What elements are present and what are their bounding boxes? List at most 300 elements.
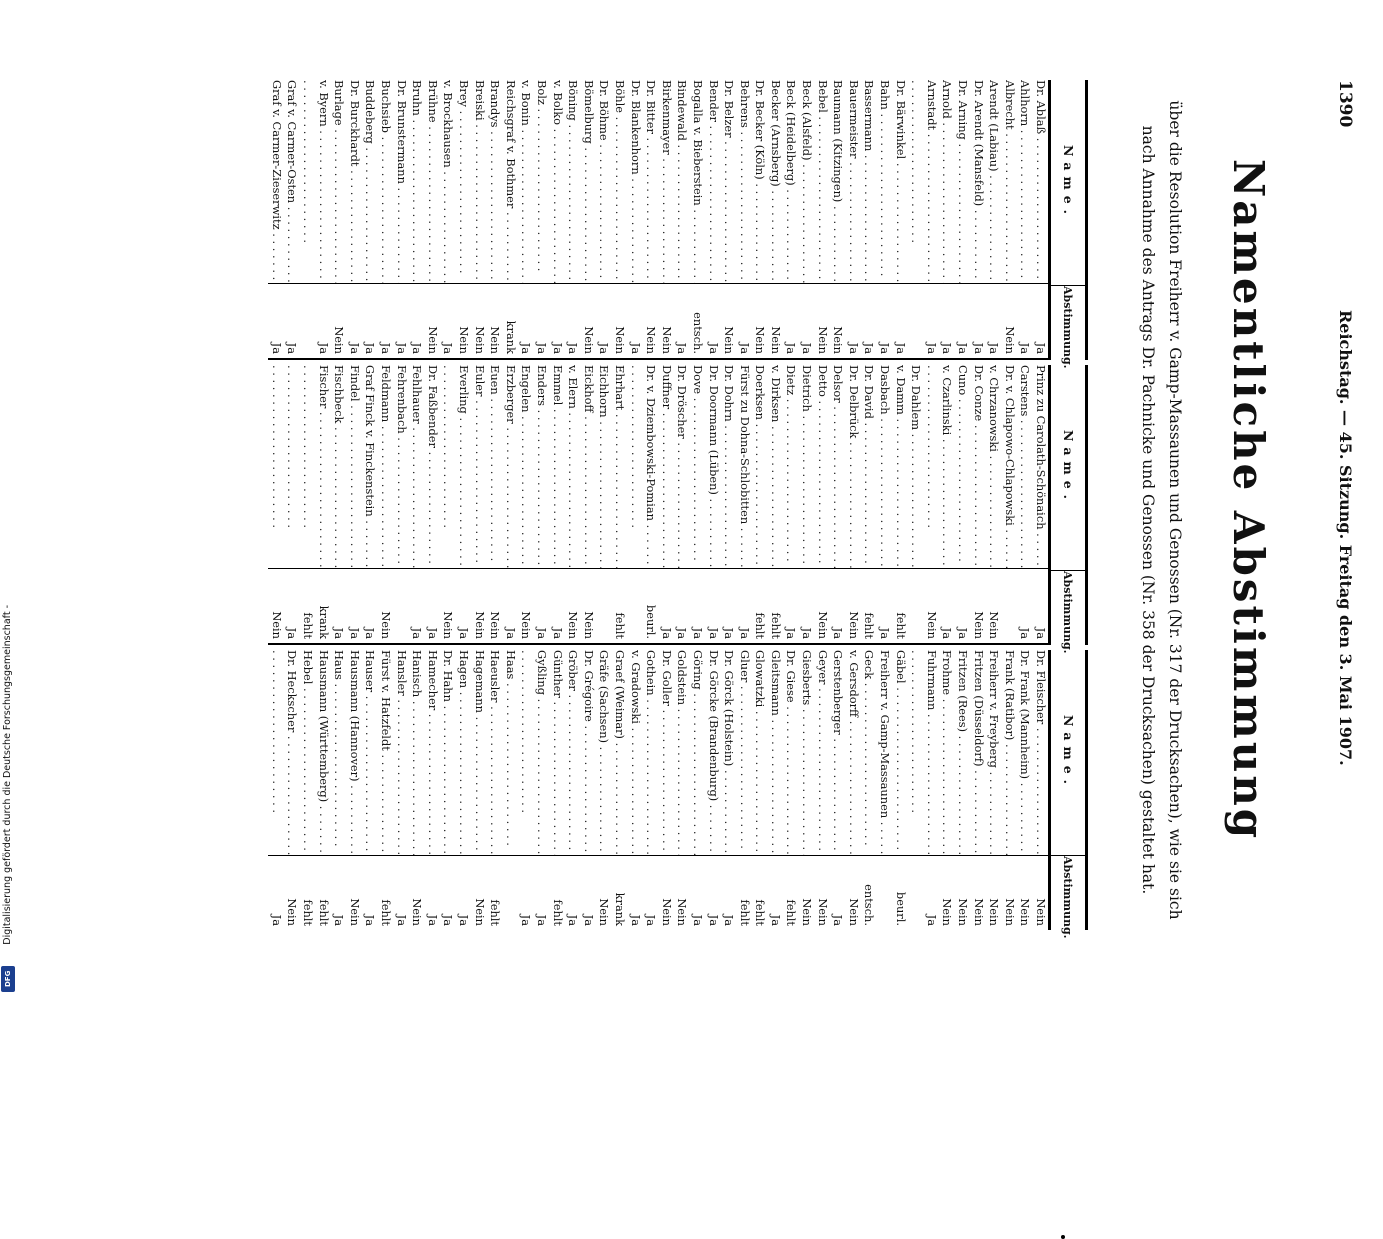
vote-value: fehlt — [736, 855, 752, 930]
name-header: Name. — [1051, 365, 1085, 571]
member-name: Bassermann . . . — [861, 80, 877, 283]
vote-row — [689, 650, 705, 930]
vote-value: Ja — [424, 855, 440, 930]
member-name: Erzberger . . . — [502, 365, 518, 568]
vote-row — [533, 650, 549, 930]
member-name — [627, 365, 643, 568]
vote-row — [284, 80, 300, 358]
member-name: Dr. Görck (Holstein) . . . — [721, 650, 737, 855]
vote-value: Nein — [377, 568, 393, 643]
vote-value: Nein — [970, 568, 986, 643]
member-name: Gleitsmann . . . — [767, 650, 783, 855]
vote-row — [440, 365, 456, 643]
vote-header: Abstimmung. — [1061, 856, 1075, 939]
member-name: Albrecht . . . — [1001, 80, 1017, 283]
member-name: Gräfe (Sachsen) . . . — [596, 650, 612, 855]
member-name: v. Brockhausen . . . — [440, 80, 456, 283]
member-name: Böhle . . . — [611, 80, 627, 283]
member-name: Fürst v. Hatzfeldt . . . — [377, 650, 393, 855]
member-name: Gerstenberger . . . — [830, 650, 846, 855]
vote-row — [580, 80, 596, 358]
vote-value: fehlt — [752, 568, 768, 643]
vote-row — [674, 80, 690, 358]
member-name: Frank (Ratibor) . . . — [1001, 650, 1017, 855]
vote-value: Nein — [1032, 855, 1048, 930]
vote-value: fehlt — [767, 568, 783, 643]
vote-row — [814, 80, 830, 358]
vote-row — [409, 650, 425, 930]
vote-value: Nein — [970, 855, 986, 930]
member-name: Bahn . . . — [876, 80, 892, 283]
member-name: v. Bonin . . . — [518, 80, 534, 283]
vote-value: Ja — [721, 568, 737, 643]
vote-row — [455, 650, 471, 930]
column-rows — [268, 365, 1048, 645]
vote-row — [596, 650, 612, 930]
member-name: Enders . . . — [533, 365, 549, 568]
vote-row — [939, 80, 955, 358]
member-name: Euler . . . — [471, 365, 487, 568]
vote-value: Nein — [986, 568, 1002, 643]
vote-value: Nein — [830, 283, 846, 358]
member-name: Carstens . . . — [1017, 365, 1033, 568]
vote-row — [643, 650, 659, 930]
vote-value: Nein — [923, 568, 939, 643]
vote-value: Ja — [658, 568, 674, 643]
vote-value: Ja — [331, 855, 347, 930]
member-name: Hansler . . . — [393, 650, 409, 855]
member-name: Dr. Faßbender . . . — [424, 365, 440, 568]
member-name: Freiherr v. Freyberg . . . — [986, 650, 1002, 855]
dfg-logo — [1, 966, 15, 992]
member-name: Dr. Burckhardt . . . — [346, 80, 362, 283]
vote-value: Ja — [954, 568, 970, 643]
member-name: Glowatzki . . . — [752, 650, 768, 855]
vote-row — [1017, 650, 1033, 930]
member-name: Arendt (Labiau) . . . — [986, 80, 1002, 283]
member-name: Dr. v. Chlapowo-Chlapowski . . . — [1001, 365, 1017, 568]
vote-row — [643, 80, 659, 358]
vote-row — [346, 365, 362, 643]
vote-row — [908, 650, 924, 930]
vote-row — [986, 365, 1002, 643]
vote-value: Ja — [284, 283, 300, 358]
vote-row — [689, 80, 705, 358]
vote-value: krank — [502, 283, 518, 358]
member-name: Dasbach . . . — [876, 365, 892, 568]
vote-value: Nein — [455, 283, 471, 358]
vote-row — [752, 80, 768, 358]
vote-value: Ja — [455, 568, 471, 643]
member-name: Fritzen (Rees) . . . — [954, 650, 970, 855]
vote-value: fehlt — [549, 855, 565, 930]
vote-value: Ja — [954, 283, 970, 358]
vote-row — [939, 365, 955, 643]
vote-value: Nein — [674, 855, 690, 930]
member-name: Hauser . . . — [362, 650, 378, 855]
vote-value: Nein — [799, 855, 815, 930]
member-name: Gröber . . . — [565, 650, 581, 855]
vote-value: entsch. — [689, 283, 705, 358]
member-name: Dr. Arning . . . — [954, 80, 970, 283]
vote-row — [346, 80, 362, 358]
vote-column-3 — [78, 650, 1088, 939]
vote-value: Nein — [752, 283, 768, 358]
vote-value — [908, 568, 924, 643]
vote-row — [596, 80, 612, 358]
vote-row — [487, 365, 503, 643]
vote-row — [424, 365, 440, 643]
vote-row — [908, 365, 924, 643]
vote-row — [362, 650, 378, 930]
vote-row — [892, 650, 908, 930]
member-name: Breiski . . . — [471, 80, 487, 283]
member-name: Hagemann . . . — [471, 650, 487, 855]
member-name: Haus . . . — [331, 650, 347, 855]
vote-value — [502, 855, 518, 930]
vote-row — [533, 365, 549, 643]
vote-value: Nein — [643, 283, 659, 358]
vote-row — [300, 80, 316, 358]
vote-row — [970, 365, 986, 643]
member-name: Brey . . . — [455, 80, 471, 283]
member-name: Fehrenbach . . . — [393, 365, 409, 568]
vote-value: Ja — [1032, 283, 1048, 358]
member-name: Dr. Ablaß . . . — [1032, 80, 1048, 283]
vote-row — [783, 650, 799, 930]
member-name: Geyer . . . — [814, 650, 830, 855]
member-name: Bender . . . — [705, 80, 721, 283]
member-name: v. Gersdorff . . . — [845, 650, 861, 855]
vote-row — [970, 80, 986, 358]
vote-row — [876, 80, 892, 358]
vote-value: Ja — [705, 283, 721, 358]
member-name: Dr. Frank (Mannheim) . . . — [1017, 650, 1033, 855]
member-name — [923, 365, 939, 568]
vote-row — [845, 365, 861, 643]
member-name: Böning . . . — [565, 80, 581, 283]
member-name: Bebel . . . — [814, 80, 830, 283]
vote-row — [954, 650, 970, 930]
vote-row — [767, 80, 783, 358]
vote-value: fehlt — [300, 855, 316, 930]
vote-row — [533, 80, 549, 358]
member-name: Burlage . . . — [331, 80, 347, 283]
member-name: Euen . . . — [487, 365, 503, 568]
vote-value: Nein — [471, 855, 487, 930]
vote-header: Abstimmung. — [1061, 286, 1075, 369]
vote-value: Nein — [814, 855, 830, 930]
member-name: Göring . . . — [689, 650, 705, 855]
member-name: Dr. David . . . — [861, 365, 877, 568]
vote-value: Ja — [674, 568, 690, 643]
column-header — [1048, 650, 1088, 939]
vote-value: Ja — [518, 283, 534, 358]
vote-value: Nein — [814, 568, 830, 643]
vote-value: Ja — [627, 283, 643, 358]
vote-value: Ja — [377, 283, 393, 358]
vote-row — [705, 80, 721, 358]
member-name: Bolz . . . — [533, 80, 549, 283]
vote-value: Nein — [518, 568, 534, 643]
member-name: v. Chrzanowski . . . — [986, 365, 1002, 568]
member-name: Graef (Weimar) . . . — [611, 650, 627, 855]
member-name: v. Elern . . . — [565, 365, 581, 568]
vote-value: Ja — [455, 855, 471, 930]
member-name: Goldstein . . . — [674, 650, 690, 855]
member-name: Dr. Giese . . . — [783, 650, 799, 855]
vote-row — [393, 650, 409, 930]
vote-value: Nein — [1001, 283, 1017, 358]
vote-row — [830, 80, 846, 358]
member-name: Dr. Heckscher . . . — [284, 650, 300, 855]
vote-value: Ja — [892, 283, 908, 358]
vote-row — [284, 650, 300, 930]
vote-row — [549, 80, 565, 358]
vote-value: Ja — [783, 283, 799, 358]
vote-row — [611, 365, 627, 643]
member-name: Prinz zu Carolath-Schönaich . . . — [1032, 365, 1048, 568]
vote-row — [455, 80, 471, 358]
vote-value: Ja — [830, 568, 846, 643]
vote-value: Nein — [721, 283, 737, 358]
member-name: Frohme . . . — [939, 650, 955, 855]
vote-value: beurl. — [892, 855, 908, 930]
member-name: v. Dirksen . . . — [767, 365, 783, 568]
vote-value: Ja — [1032, 568, 1048, 643]
vote-row — [377, 650, 393, 930]
vote-value: Ja — [689, 568, 705, 643]
vote-value: Ja — [362, 855, 378, 930]
vote-row — [300, 650, 316, 930]
vote-row — [736, 365, 752, 643]
vote-row — [689, 365, 705, 643]
vote-row — [721, 365, 737, 643]
member-name — [908, 650, 924, 855]
vote-row — [440, 80, 456, 358]
vote-value: Nein — [487, 283, 503, 358]
member-name: Bruhn . . . — [409, 80, 425, 283]
vote-row — [346, 650, 362, 930]
vote-value: Nein — [471, 568, 487, 643]
vote-value — [627, 568, 643, 643]
member-name: Buddeberg . . . — [362, 80, 378, 283]
vote-value: Ja — [424, 568, 440, 643]
vote-row — [830, 650, 846, 930]
vote-value: Ja — [440, 855, 456, 930]
vote-row — [736, 80, 752, 358]
vote-row — [362, 365, 378, 643]
vote-value: Ja — [939, 283, 955, 358]
vote-value: Ja — [876, 568, 892, 643]
vote-row — [861, 650, 877, 930]
vote-row — [315, 80, 331, 358]
member-name: v. Gradowski . . . — [627, 650, 643, 855]
member-name: Fischer . . . — [315, 365, 331, 568]
member-name: Bogalla v. Bieberstein . . . — [689, 80, 705, 283]
vote-value: Ja — [783, 568, 799, 643]
member-name: Birkenmayer . . . — [658, 80, 674, 283]
vote-value: fehlt — [861, 568, 877, 643]
vote-row — [300, 365, 316, 643]
member-name — [268, 650, 284, 855]
member-name — [440, 365, 456, 568]
vote-row — [1032, 365, 1048, 643]
vote-row — [892, 365, 908, 643]
column-header — [1048, 365, 1088, 654]
vote-row — [658, 365, 674, 643]
vote-row — [549, 365, 565, 643]
vote-value: fehlt — [315, 855, 331, 930]
vote-value — [908, 283, 924, 358]
vote-value: Nein — [1017, 855, 1033, 930]
vote-value: Ja — [767, 855, 783, 930]
vote-row — [549, 650, 565, 930]
vote-row — [409, 365, 425, 643]
vote-row — [923, 650, 939, 930]
member-name: Dr. Bärwinkel . . . — [892, 80, 908, 283]
vote-value: Ja — [346, 568, 362, 643]
vote-value: Nein — [767, 283, 783, 358]
vote-value: Ja — [502, 568, 518, 643]
vote-row — [908, 80, 924, 358]
vote-value: fehlt — [300, 568, 316, 643]
vote-value: Ja — [689, 855, 705, 930]
vote-value: Ja — [518, 855, 534, 930]
vote-value: Ja — [331, 568, 347, 643]
vote-value: Nein — [939, 855, 955, 930]
member-name: Duffner . . . — [658, 365, 674, 568]
member-name: Brandys . . . — [487, 80, 503, 283]
vote-value: Ja — [362, 283, 378, 358]
vote-row — [876, 650, 892, 930]
vote-value: krank — [315, 568, 331, 643]
member-name: Eickhoff . . . — [580, 365, 596, 568]
vote-value: Ja — [923, 855, 939, 930]
vote-row — [830, 365, 846, 643]
vote-value: Ja — [409, 283, 425, 358]
member-name: Dr. Conze . . . — [970, 365, 986, 568]
vote-value: Ja — [799, 568, 815, 643]
member-name: Haas . . . — [502, 650, 518, 855]
member-name — [268, 365, 284, 568]
vote-value: Ja — [861, 283, 877, 358]
vote-row — [752, 650, 768, 930]
vote-row — [986, 80, 1002, 358]
ink-dot — [1061, 1235, 1065, 1239]
vote-row — [1032, 650, 1048, 930]
vote-value: Ja — [346, 283, 362, 358]
member-name: Geck . . . — [861, 650, 877, 855]
vote-row — [736, 650, 752, 930]
vote-value: Nein — [487, 568, 503, 643]
member-name: Haeusler . . . — [487, 650, 503, 855]
member-name: Graf Finck v. Finckenstein . . . — [362, 365, 378, 568]
member-name: v. Bolko . . . — [549, 80, 565, 283]
vote-row — [954, 80, 970, 358]
vote-row — [939, 650, 955, 930]
member-name: Hausmann (Hannover) . . . — [346, 650, 362, 855]
vote-row — [892, 80, 908, 358]
page-subtitle: über die Resolution Freiherr v. Gamp-Massaunen und Genossen (Nr. 317 der Drucksachen), wie sie sich nach Annahme des Antrags Dr. Pachnicke und Genossen (Nr. 358 der Drucksachen) gestaltet hat. — [1139, 100, 1184, 920]
vote-value: Ja — [533, 568, 549, 643]
vote-value: Ja — [549, 568, 565, 643]
member-name: Arnstadt . . . — [923, 80, 939, 283]
member-name: Dietrich . . . — [799, 365, 815, 568]
vote-value: Nein — [580, 568, 596, 643]
vote-value: Nein — [424, 283, 440, 358]
vote-row — [471, 650, 487, 930]
vote-row — [471, 80, 487, 358]
member-name: Beck (Alsfeld) . . . — [799, 80, 815, 283]
vote-row — [268, 365, 284, 643]
vote-row — [331, 365, 347, 643]
vote-row — [814, 650, 830, 930]
member-name: Gluer . . . — [736, 650, 752, 855]
member-name: Fürst zu Dohna-Schlobitten . . . — [736, 365, 752, 568]
member-name: Reichsgraf v. Bothmer . . . — [502, 80, 518, 283]
member-name — [284, 365, 300, 568]
page-number: 1390 — [1335, 80, 1355, 128]
vote-row — [799, 650, 815, 930]
member-name: Freiherr v. Gamp-Massaunen . . . — [876, 650, 892, 855]
vote-row — [284, 365, 300, 643]
vote-row — [611, 650, 627, 930]
member-name: Emmel . . . — [549, 365, 565, 568]
vote-value: Ja — [533, 283, 549, 358]
member-name: Dr. Delbrück . . . — [845, 365, 861, 568]
vote-value: Nein — [814, 283, 830, 358]
vote-value — [1001, 568, 1017, 643]
member-name: Engelen . . . — [518, 365, 534, 568]
member-name: Dr. Görcke (Brandenburg) . . . — [705, 650, 721, 855]
vote-value: Ja — [533, 855, 549, 930]
name-header: Name. — [1051, 80, 1085, 286]
member-name: Hamecher . . . — [424, 650, 440, 855]
vote-row — [1001, 650, 1017, 930]
member-name — [908, 80, 924, 283]
name-header: Name. — [1051, 650, 1085, 856]
vote-row — [861, 365, 877, 643]
column-header — [1048, 80, 1088, 369]
vote-row — [876, 365, 892, 643]
vote-value: Nein — [565, 568, 581, 643]
member-name: Hausmann (Württemberg) . . . — [315, 650, 331, 855]
member-name: Dr. Belzer . . . — [721, 80, 737, 283]
vote-value: Nein — [658, 283, 674, 358]
member-name: Cuno . . . — [954, 365, 970, 568]
member-name: Feldmann . . . — [377, 365, 393, 568]
member-name: Graf v. Carmer-Osten . . . — [284, 80, 300, 283]
vote-row — [861, 80, 877, 358]
vote-row — [643, 365, 659, 643]
vote-row — [565, 80, 581, 358]
vote-value: Ja — [721, 855, 737, 930]
vote-row — [315, 650, 331, 930]
member-name: Fritzen (Düsseldorf) . . . — [970, 650, 986, 855]
vote-value: Ja — [565, 283, 581, 358]
vote-row — [580, 365, 596, 643]
vote-row — [471, 365, 487, 643]
vote-row — [674, 365, 690, 643]
member-name: Delsor . . . — [830, 365, 846, 568]
member-name: Dr. Brunstermann . . . — [393, 80, 409, 283]
member-name: Dr. Dahlem . . . — [908, 365, 924, 568]
vote-row — [315, 365, 331, 643]
vote-value: Ja — [799, 283, 815, 358]
member-name: v. Byern . . . — [315, 80, 331, 283]
vote-value: fehlt — [377, 855, 393, 930]
